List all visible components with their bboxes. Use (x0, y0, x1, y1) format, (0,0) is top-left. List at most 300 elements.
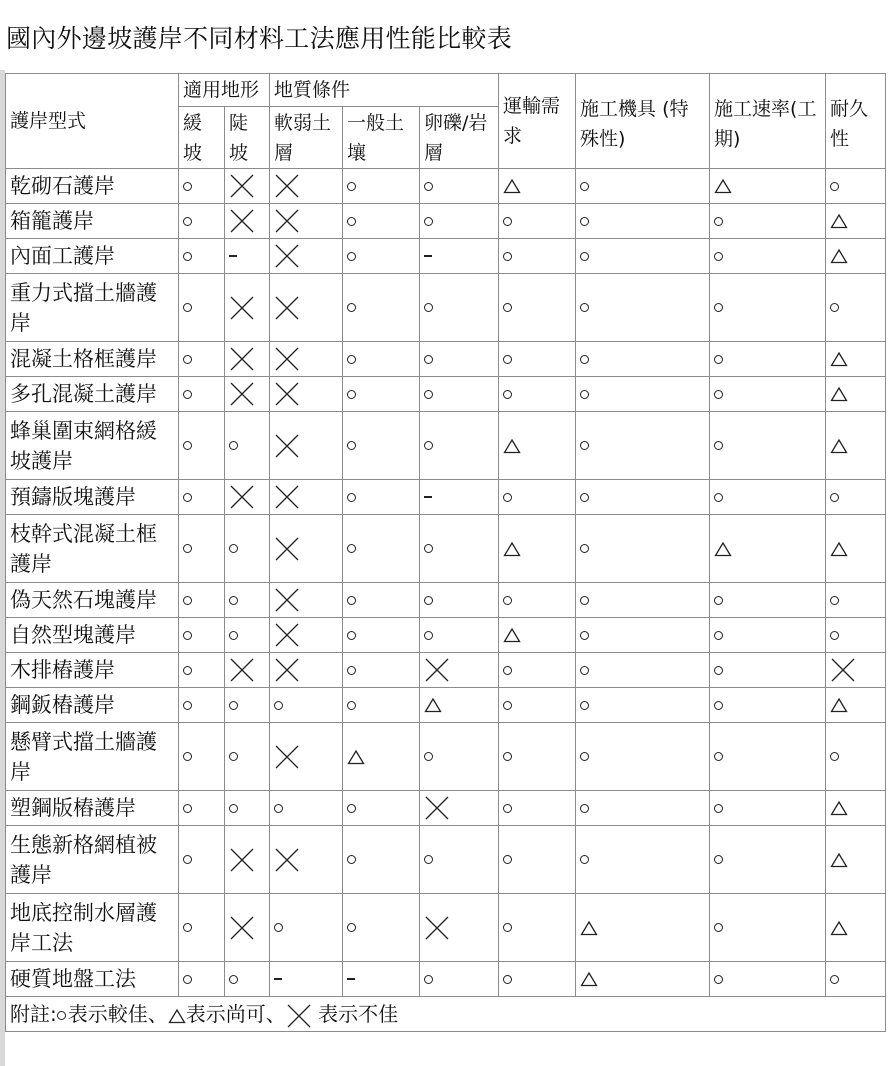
cell-equipment (576, 826, 710, 894)
row-type-name: 自然型塊護岸 (6, 618, 179, 653)
cell-gentle-slope (179, 169, 225, 204)
row-type-name: 偽天然石塊護岸 (6, 583, 179, 618)
cell-steep-slope (225, 688, 270, 723)
table-row (6, 688, 886, 723)
mark-good-icon (830, 752, 839, 761)
cell-durability (826, 412, 886, 480)
cell-general-soil (343, 723, 420, 791)
mark-poor-icon (229, 346, 255, 372)
mark-good-icon (580, 303, 589, 312)
mark-good-icon (503, 252, 512, 261)
mark-good-icon (714, 252, 723, 261)
mark-good-icon (347, 441, 356, 450)
cell-gravel-rock (420, 412, 499, 480)
cell-soft-soil (270, 204, 343, 239)
cell-gravel-rock (420, 239, 499, 274)
mark-good-icon (714, 493, 723, 502)
mark-good-icon (580, 217, 589, 226)
cell-speed (710, 377, 826, 412)
row-type-name: 枝幹式混凝土框護岸 (6, 515, 179, 583)
cell-steep-slope (225, 791, 270, 826)
mark-good-icon (347, 252, 356, 261)
row-type-name: 箱籠護岸 (6, 204, 179, 239)
mark-fair-icon (503, 178, 521, 194)
cell-equipment (576, 894, 710, 962)
mark-good-icon (503, 701, 512, 710)
mark-good-icon (424, 855, 433, 864)
mark-good-icon (183, 975, 192, 984)
mark-poor-icon (274, 208, 300, 234)
cell-gentle-slope (179, 618, 225, 653)
mark-good-icon (714, 855, 723, 864)
row-type-name: 硬質地盤工法 (6, 962, 179, 997)
mark-fair-icon (830, 697, 848, 713)
mark-good-icon (347, 596, 356, 605)
mark-good-icon (183, 752, 192, 761)
cell-speed (710, 412, 826, 480)
cell-speed (710, 583, 826, 618)
cell-gravel-rock (420, 618, 499, 653)
cell-general-soil (343, 204, 420, 239)
table-row (6, 204, 886, 239)
mark-poor-icon (274, 744, 300, 770)
mark-fair-icon (580, 920, 598, 936)
header-gravel-rock: 卵礫/岩層 (420, 107, 499, 169)
header-equipment: 施工機具 (特殊性) (576, 74, 710, 169)
cell-transport (499, 239, 576, 274)
mark-poor-icon (274, 847, 300, 873)
table-row (6, 894, 886, 962)
mark-good-icon (347, 855, 356, 864)
row-type-name: 蜂巢圍束網格緩坡護岸 (6, 412, 179, 480)
mark-good-icon (347, 631, 356, 640)
header-steep-slope: 陡坡 (225, 107, 270, 169)
cell-steep-slope (225, 274, 270, 342)
cell-durability (826, 377, 886, 412)
cell-transport (499, 377, 576, 412)
row-type-name: 混凝土格框護岸 (6, 342, 179, 377)
header-soft-soil: 軟弱土層 (270, 107, 343, 169)
mark-poor-icon (229, 208, 255, 234)
mark-good-icon (347, 303, 356, 312)
cell-durability (826, 204, 886, 239)
cell-steep-slope (225, 583, 270, 618)
cell-steep-slope (225, 723, 270, 791)
cell-soft-soil (270, 688, 343, 723)
cell-durability (826, 239, 886, 274)
cell-speed (710, 688, 826, 723)
cell-general-soil (343, 239, 420, 274)
mark-good-icon (229, 975, 238, 984)
cell-speed (710, 480, 826, 515)
cell-gravel-rock (420, 515, 499, 583)
mark-none-dash-icon (347, 978, 355, 980)
header-row-1 (6, 74, 886, 107)
mark-good-icon (424, 390, 433, 399)
cell-soft-soil (270, 480, 343, 515)
cell-general-soil (343, 583, 420, 618)
cell-soft-soil (270, 583, 343, 618)
row-type-name: 多孔混凝土護岸 (6, 377, 179, 412)
mark-good-icon (229, 596, 238, 605)
mark-good-icon (580, 252, 589, 261)
mark-good-icon (503, 804, 512, 813)
mark-none-dash-icon (229, 255, 237, 257)
cell-equipment (576, 653, 710, 688)
mark-good-icon (424, 596, 433, 605)
header-terrain-group: 適用地形 (179, 74, 270, 107)
mark-poor-icon (286, 1003, 312, 1029)
cell-soft-soil (270, 653, 343, 688)
cell-general-soil (343, 791, 420, 826)
cell-steep-slope (225, 962, 270, 997)
mark-good-icon (714, 217, 723, 226)
table-row (6, 377, 886, 412)
mark-fair-icon (830, 351, 848, 367)
cell-soft-soil (270, 723, 343, 791)
table-row (6, 480, 886, 515)
mark-good-icon (503, 390, 512, 399)
table-row (6, 791, 886, 826)
row-type-name: 地底控制水層護岸工法 (6, 894, 179, 962)
mark-fair-icon (580, 971, 598, 987)
cell-equipment (576, 515, 710, 583)
mark-poor-icon (274, 381, 300, 407)
mark-fair-icon (830, 386, 848, 402)
cell-equipment (576, 723, 710, 791)
table-row (6, 583, 886, 618)
page-title: 國內外邊坡護岸不同材料工法應用性能比較表 (6, 24, 513, 53)
row-type-name: 生態新格網植被護岸 (6, 826, 179, 894)
table-row (6, 515, 886, 583)
header-durability: 耐久性 (826, 74, 886, 169)
cell-gravel-rock (420, 688, 499, 723)
mark-none-dash-icon (424, 255, 432, 258)
cell-steep-slope (225, 894, 270, 962)
mark-poor-icon (229, 173, 255, 199)
mark-good-icon (183, 855, 192, 864)
cell-speed (710, 342, 826, 377)
cell-gentle-slope (179, 826, 225, 894)
footnote-poor-text: 表示不佳 (311, 1002, 399, 1026)
cell-general-soil (343, 480, 420, 515)
cell-gentle-slope (179, 653, 225, 688)
mark-good-icon (424, 544, 433, 553)
cell-speed (710, 653, 826, 688)
cell-gravel-rock (420, 791, 499, 826)
mark-poor-icon (274, 484, 300, 510)
table-row (6, 723, 886, 791)
cell-equipment (576, 583, 710, 618)
mark-good-icon (347, 390, 356, 399)
mark-poor-icon (274, 295, 300, 321)
cell-gentle-slope (179, 723, 225, 791)
mark-fair-icon (830, 213, 848, 229)
cell-transport (499, 791, 576, 826)
cell-general-soil (343, 688, 420, 723)
mark-good-icon (714, 390, 723, 399)
cell-durability (826, 480, 886, 515)
cell-speed (710, 239, 826, 274)
row-type-name: 乾砌石護岸 (6, 169, 179, 204)
cell-soft-soil (270, 169, 343, 204)
mark-good-icon (183, 252, 192, 261)
cell-durability (826, 342, 886, 377)
cell-transport (499, 826, 576, 894)
cell-gravel-rock (420, 894, 499, 962)
cell-durability (826, 653, 886, 688)
row-type-name: 鋼鈑樁護岸 (6, 688, 179, 723)
footnote (6, 997, 886, 1032)
mark-good-icon (229, 701, 238, 710)
mark-poor-icon (424, 915, 450, 941)
mark-good-icon (183, 182, 192, 191)
mark-fair-icon (503, 627, 521, 643)
cell-speed (710, 274, 826, 342)
mark-good-icon (503, 493, 512, 502)
cell-gravel-rock (420, 723, 499, 791)
mark-fair-icon (424, 697, 442, 713)
mark-good-icon (229, 752, 238, 761)
mark-good-icon (274, 923, 283, 932)
mark-good-icon (183, 923, 192, 932)
table-row (6, 962, 886, 997)
mark-good-icon (580, 701, 589, 710)
mark-good-icon (183, 390, 192, 399)
mark-fair-icon (347, 749, 365, 765)
cell-gentle-slope (179, 791, 225, 826)
mark-fair-icon (830, 541, 848, 557)
cell-soft-soil (270, 962, 343, 997)
mark-good-icon (183, 493, 192, 502)
cell-gentle-slope (179, 583, 225, 618)
cell-speed (710, 791, 826, 826)
cell-gentle-slope (179, 515, 225, 583)
cell-gentle-slope (179, 239, 225, 274)
mark-fair-icon (503, 438, 521, 454)
cell-steep-slope (225, 826, 270, 894)
cell-speed (710, 962, 826, 997)
mark-good-icon (183, 701, 192, 710)
mark-good-icon (580, 493, 589, 502)
comparison-table (5, 73, 886, 1032)
cell-durability (826, 723, 886, 791)
cell-speed (710, 894, 826, 962)
cell-gentle-slope (179, 342, 225, 377)
cell-durability (826, 618, 886, 653)
mark-poor-icon (229, 657, 255, 683)
cell-transport (499, 274, 576, 342)
cell-speed (710, 826, 826, 894)
cell-equipment (576, 169, 710, 204)
cell-general-soil (343, 169, 420, 204)
cell-durability (826, 688, 886, 723)
cell-gravel-rock (420, 169, 499, 204)
cell-equipment (576, 480, 710, 515)
mark-good-icon (714, 923, 723, 932)
table-row (6, 618, 886, 653)
mark-good-icon (580, 666, 589, 675)
header-speed: 施工速率(工期) (710, 74, 826, 169)
cell-steep-slope (225, 412, 270, 480)
mark-good-icon (580, 804, 589, 813)
cell-soft-soil (270, 239, 343, 274)
table-row (6, 239, 886, 274)
cell-transport (499, 618, 576, 653)
cell-soft-soil (270, 377, 343, 412)
cell-gravel-rock (420, 826, 499, 894)
mark-good-icon (714, 975, 723, 984)
cell-durability (826, 274, 886, 342)
cell-steep-slope (225, 342, 270, 377)
mark-good-icon (57, 1011, 66, 1020)
mark-good-icon (580, 596, 589, 605)
mark-good-icon (347, 182, 356, 191)
mark-fair-icon (168, 1008, 186, 1024)
mark-good-icon (830, 182, 839, 191)
mark-good-icon (830, 631, 839, 640)
cell-soft-soil (270, 412, 343, 480)
mark-fair-icon (714, 178, 732, 194)
mark-good-icon (347, 804, 356, 813)
cell-steep-slope (225, 204, 270, 239)
cell-general-soil (343, 342, 420, 377)
cell-general-soil (343, 653, 420, 688)
mark-poor-icon (424, 657, 450, 683)
cell-gravel-rock (420, 342, 499, 377)
cell-general-soil (343, 894, 420, 962)
cell-speed (710, 515, 826, 583)
mark-good-icon (830, 303, 839, 312)
cell-equipment (576, 274, 710, 342)
table-row (6, 274, 886, 342)
mark-poor-icon (274, 243, 300, 269)
mark-good-icon (714, 666, 723, 675)
mark-good-icon (714, 596, 723, 605)
row-type-name: 塑鋼版樁護岸 (6, 791, 179, 826)
header-gentle-slope: 緩坡 (179, 107, 225, 169)
cell-equipment (576, 239, 710, 274)
table-row (6, 412, 886, 480)
table-row (6, 169, 886, 204)
cell-gentle-slope (179, 962, 225, 997)
mark-good-icon (229, 544, 238, 553)
mark-poor-icon (274, 433, 300, 459)
cell-soft-soil (270, 618, 343, 653)
row-type-name: 懸臂式擋土牆護岸 (6, 723, 179, 791)
cell-durability (826, 791, 886, 826)
mark-poor-icon (229, 381, 255, 407)
cell-soft-soil (270, 274, 343, 342)
mark-fair-icon (830, 920, 848, 936)
cell-equipment (576, 618, 710, 653)
cell-durability (826, 169, 886, 204)
cell-transport (499, 688, 576, 723)
table-row (6, 653, 886, 688)
cell-speed (710, 169, 826, 204)
mark-good-icon (274, 701, 283, 710)
mark-good-icon (580, 544, 589, 553)
mark-good-icon (714, 804, 723, 813)
cell-equipment (576, 412, 710, 480)
cell-gravel-rock (420, 274, 499, 342)
cell-transport (499, 653, 576, 688)
mark-good-icon (580, 390, 589, 399)
cell-speed (710, 723, 826, 791)
header-type: 護岸型式 (6, 74, 179, 169)
cell-speed (710, 204, 826, 239)
mark-good-icon (347, 666, 356, 675)
mark-good-icon (424, 752, 433, 761)
cell-steep-slope (225, 653, 270, 688)
cell-general-soil (343, 515, 420, 583)
mark-good-icon (714, 355, 723, 364)
mark-good-icon (347, 544, 356, 553)
mark-good-icon (183, 544, 192, 553)
table-row (6, 342, 886, 377)
mark-good-icon (229, 441, 238, 450)
cell-transport (499, 204, 576, 239)
cell-durability (826, 826, 886, 894)
mark-good-icon (183, 666, 192, 675)
mark-poor-icon (424, 795, 450, 821)
cell-equipment (576, 791, 710, 826)
cell-steep-slope (225, 618, 270, 653)
mark-good-icon (424, 355, 433, 364)
cell-general-soil (343, 618, 420, 653)
row-type-name: 木排樁護岸 (6, 653, 179, 688)
cell-equipment (576, 377, 710, 412)
cell-durability (826, 515, 886, 583)
cell-gentle-slope (179, 688, 225, 723)
mark-good-icon (714, 631, 723, 640)
cell-general-soil (343, 962, 420, 997)
cell-transport (499, 480, 576, 515)
cell-soft-soil (270, 791, 343, 826)
mark-fair-icon (503, 541, 521, 557)
mark-good-icon (183, 631, 192, 640)
mark-good-icon (503, 855, 512, 864)
cell-transport (499, 342, 576, 377)
cell-soft-soil (270, 342, 343, 377)
cell-transport (499, 894, 576, 962)
mark-none-dash-icon (274, 978, 282, 980)
mark-good-icon (347, 493, 356, 502)
cell-soft-soil (270, 894, 343, 962)
header-transport: 運輸需求 (499, 74, 576, 169)
cell-gravel-rock (420, 653, 499, 688)
mark-poor-icon (274, 346, 300, 372)
row-type-name: 內面工護岸 (6, 239, 179, 274)
cell-gravel-rock (420, 480, 499, 515)
mark-good-icon (580, 182, 589, 191)
mark-good-icon (424, 975, 433, 984)
mark-poor-icon (229, 484, 255, 510)
mark-fair-icon (830, 248, 848, 264)
cell-durability (826, 894, 886, 962)
mark-fair-icon (830, 800, 848, 816)
mark-good-icon (424, 441, 433, 450)
cell-general-soil (343, 412, 420, 480)
cell-durability (826, 583, 886, 618)
cell-general-soil (343, 274, 420, 342)
mark-good-icon (183, 355, 192, 364)
mark-good-icon (347, 701, 356, 710)
mark-good-icon (714, 701, 723, 710)
mark-good-icon (183, 441, 192, 450)
mark-fair-icon (714, 541, 732, 557)
mark-good-icon (830, 493, 839, 502)
